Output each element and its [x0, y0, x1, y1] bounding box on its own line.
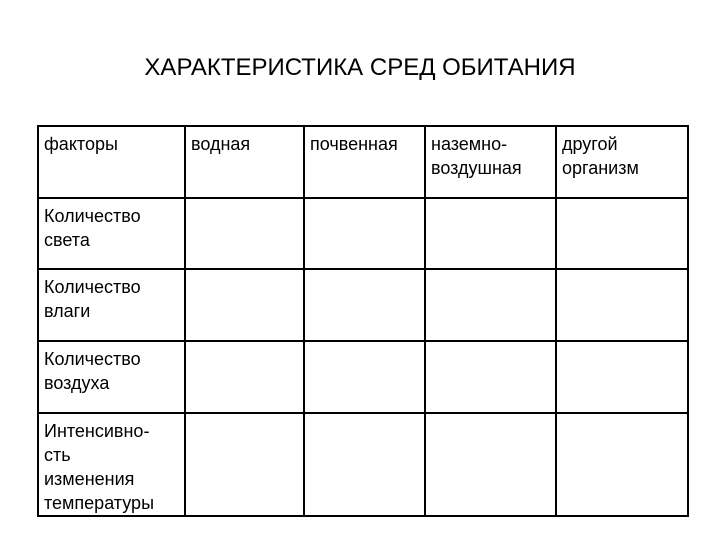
table-row: [38, 198, 688, 269]
table-cell: [304, 269, 425, 341]
table-row: [38, 413, 688, 516]
table-cell: [425, 413, 556, 516]
table-cell: [425, 269, 556, 341]
table-header-row: [38, 126, 688, 198]
table-row: [38, 269, 688, 341]
table-cell: [304, 198, 425, 269]
header-cell-soil: почвенная: [304, 126, 425, 198]
table-cell: [556, 269, 688, 341]
header-cell-aquatic: водная: [185, 126, 304, 198]
table-cell: [556, 413, 688, 516]
table-cell: [185, 198, 304, 269]
factor-cell: Количество воздуха: [38, 341, 185, 413]
page-title: ХАРАКТЕРИСТИКА СРЕД ОБИТАНИЯ: [144, 54, 576, 81]
factor-cell: Количество влаги: [38, 269, 185, 341]
factor-cell: Интенсивно- сть изменения температуры: [38, 413, 185, 516]
table-cell: [425, 341, 556, 413]
table-cell: [185, 413, 304, 516]
table-cell: [185, 269, 304, 341]
table-cell: [185, 341, 304, 413]
table-cell: [304, 341, 425, 413]
table-row: [38, 341, 688, 413]
header-cell-other-organism: другой организм: [556, 126, 688, 198]
table-cell: [304, 413, 425, 516]
habitat-characteristics-table: [37, 125, 689, 517]
header-cell-factors: факторы: [38, 126, 185, 198]
factor-cell: Количество света: [38, 198, 185, 269]
table-cell: [556, 341, 688, 413]
header-cell-ground-air: наземно- воздушная: [425, 126, 556, 198]
table-cell: [556, 198, 688, 269]
table-cell: [425, 198, 556, 269]
